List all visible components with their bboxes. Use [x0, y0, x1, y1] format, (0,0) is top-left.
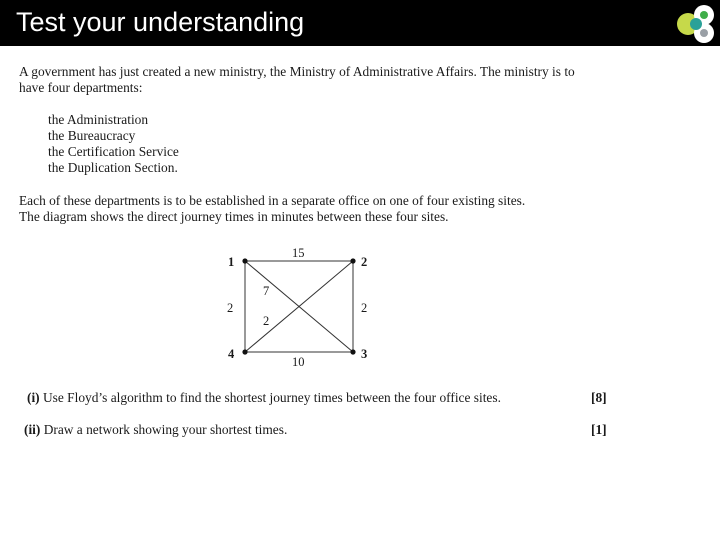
department-item: the Administration: [48, 112, 149, 127]
department-item: the Certification Service: [48, 144, 179, 159]
edge-weight-1-3: 2: [263, 314, 270, 328]
node-1: [242, 258, 247, 263]
edge-weight-2-3: 2: [361, 301, 368, 315]
node-4: [242, 349, 247, 354]
paragraph-2-line-1: Each of these departments is to be established in a separate office on one of four existing sites.: [19, 193, 526, 208]
edge-weight-1-4: 2: [227, 301, 234, 315]
question-number: (ii): [24, 422, 41, 437]
intro-line-2: have four departments:: [19, 80, 143, 95]
edge-weight-2-4: 7: [263, 284, 270, 298]
node-label-3: 3: [361, 347, 368, 361]
slide-title: Test your understanding: [16, 7, 305, 37]
question-number: (i): [27, 390, 40, 405]
department-item: the Duplication Section.: [48, 160, 178, 175]
network-diagram: [215, 240, 385, 370]
node-3: [350, 349, 355, 354]
question-text: Draw a network showing your shortest times.: [43, 422, 288, 437]
question-text: Use Floyd’s algorithm to find the shortest journey times between the four office sites.: [43, 390, 501, 405]
question-marks: [8]: [591, 390, 607, 405]
logo-icon: [674, 2, 718, 44]
paragraph-2-line-2: The diagram shows the direct journey times in minutes between these four sites.: [19, 209, 449, 224]
title-bar: [0, 0, 720, 46]
node-label-2: 2: [361, 255, 368, 269]
intro-line-1: A government has just created a new ministry, the Ministry of Administrative Affairs. The ministry is to: [19, 64, 575, 79]
node-2: [350, 258, 355, 263]
question-marks: [1]: [591, 422, 607, 437]
question-i: [27, 390, 501, 406]
department-item: the Bureaucracy: [48, 128, 136, 143]
edge-weight-4-3: 10: [292, 355, 305, 369]
node-label-1: 1: [228, 255, 235, 269]
question-ii: [24, 422, 287, 438]
edge-weight-1-2: 15: [292, 246, 305, 260]
node-label-4: 4: [228, 347, 235, 361]
